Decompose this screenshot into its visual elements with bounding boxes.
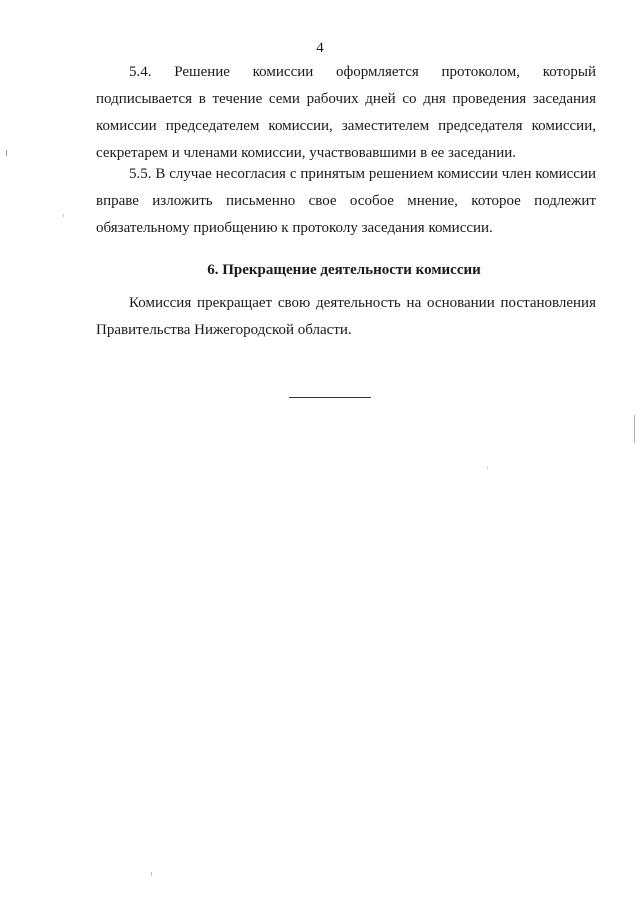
scan-artifact	[634, 415, 635, 443]
paragraph-5-5: 5.5. В случае несогласия с принятым решением комиссии член комиссии вправе изложить письменно свое особое мнение, которое подлежит обязательному приобщению к протоколу заседания комиссии.	[96, 166, 596, 236]
end-divider	[289, 397, 371, 398]
scan-artifact	[151, 872, 152, 876]
paragraph-5-4: 5.4. Решение комиссии оформляется протоколом, который подписывается в течение семи рабочих дней со дня проведения заседания комиссии председателем комиссии, заместителем председателя комиссии, секретарем и членами комиссии, участвовавшими в ее заседании.	[96, 64, 596, 161]
scan-artifact	[63, 214, 64, 217]
scan-artifact	[6, 150, 7, 156]
page-number: 4	[316, 40, 324, 56]
section-6-heading: 6. Прекращение деятельности комиссии	[207, 262, 481, 278]
paragraph-6: Комиссия прекращает свою деятельность на основании постановления Правительства Нижегородской области.	[96, 295, 596, 338]
scan-artifact	[487, 466, 488, 469]
